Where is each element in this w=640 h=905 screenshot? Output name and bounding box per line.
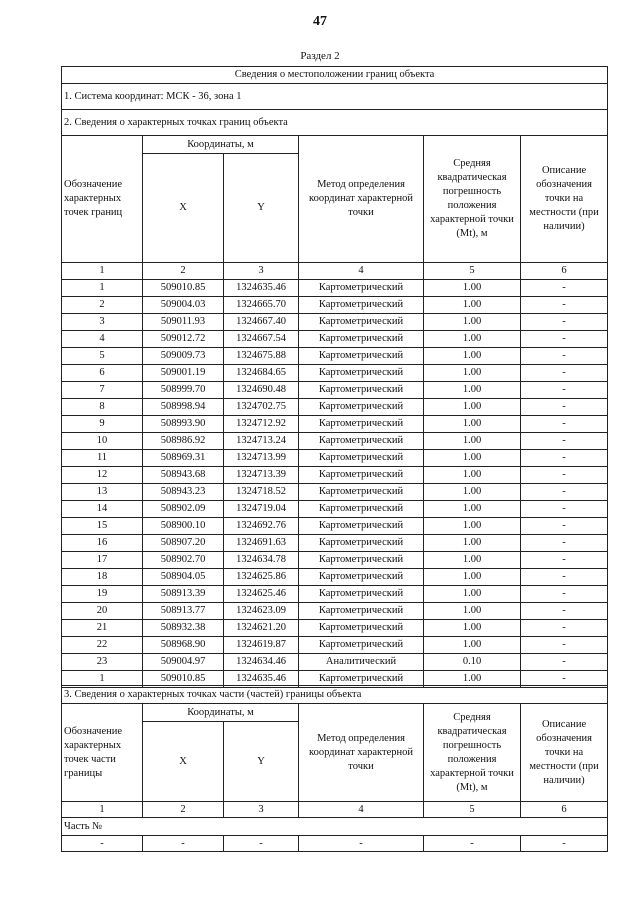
header-coordinates: Координаты, м xyxy=(143,704,299,722)
table-row xyxy=(62,365,608,382)
table-row xyxy=(62,450,608,467)
header-error: Средняя квадратическая погрешность положения характерной точки (Mt), м xyxy=(424,136,521,263)
cell-x: 508943.68 xyxy=(143,467,224,484)
cell-x: 508913.39 xyxy=(143,586,224,603)
cell-method: Картометрический xyxy=(299,314,424,331)
cell-point: 8 xyxy=(62,399,143,416)
column-number: 5 xyxy=(424,263,521,280)
column-number: 2 xyxy=(143,263,224,280)
cell-description: - xyxy=(521,535,608,552)
column-number: 3 xyxy=(224,263,299,280)
cell-description: - xyxy=(521,280,608,297)
cell-method: Аналитический xyxy=(299,654,424,671)
coordinate-system: 1. Система координат: МСК - 36, зона 1 xyxy=(62,84,608,110)
cell-x: 509012.72 xyxy=(143,331,224,348)
table-row xyxy=(62,501,608,518)
cell-point: 15 xyxy=(62,518,143,535)
cell-x: 509009.73 xyxy=(143,348,224,365)
page-number: 47 xyxy=(313,14,327,29)
cell-method: Картометрический xyxy=(299,637,424,654)
cell-error: 1.00 xyxy=(424,535,521,552)
table-row xyxy=(62,382,608,399)
cell-method: Картометрический xyxy=(299,297,424,314)
cell-point: 17 xyxy=(62,552,143,569)
cell-y: 1324635.46 xyxy=(224,280,299,297)
cell-x: 509004.03 xyxy=(143,297,224,314)
header-y: Y xyxy=(224,154,299,263)
part2-title: 2. Сведения о характерных точках границ объекта xyxy=(62,110,608,136)
table-row xyxy=(62,535,608,552)
cell-method: Картометрический xyxy=(299,348,424,365)
table-row xyxy=(62,552,608,569)
cell-description: - xyxy=(521,331,608,348)
cell-y: 1324625.86 xyxy=(224,569,299,586)
header-description: Описание обозначения точки на местности (при наличии) xyxy=(521,136,608,263)
cell-description: - xyxy=(521,399,608,416)
column-number: 3 xyxy=(224,802,299,818)
cell-point: 18 xyxy=(62,569,143,586)
cell-description: - xyxy=(521,671,608,688)
header-description: Описание обозначения точки на местности (при наличии) xyxy=(521,704,608,802)
column-number: 1 xyxy=(62,802,143,818)
cell-x: 509001.19 xyxy=(143,365,224,382)
cell-point: 4 xyxy=(62,331,143,348)
cell-x: 508904.05 xyxy=(143,569,224,586)
cell-y: 1324623.09 xyxy=(224,603,299,620)
cell-x: 509004.97 xyxy=(143,654,224,671)
part-label: Часть № xyxy=(62,818,608,836)
cell-error: 1.00 xyxy=(424,331,521,348)
table-row xyxy=(62,314,608,331)
column-number: 5 xyxy=(424,802,521,818)
cell-y: 1324667.54 xyxy=(224,331,299,348)
cell-method: Картометрический xyxy=(299,399,424,416)
table-row xyxy=(62,484,608,501)
column-number: 6 xyxy=(521,802,608,818)
table-row xyxy=(62,569,608,586)
cell-y: 1324635.46 xyxy=(224,671,299,688)
cell-description: - xyxy=(521,569,608,586)
cell-point: 1 xyxy=(62,671,143,688)
table-title: Сведения о местоположении границ объекта xyxy=(62,67,608,84)
cell-method: Картометрический xyxy=(299,467,424,484)
table-row xyxy=(62,467,608,484)
cell-error: 1.00 xyxy=(424,280,521,297)
cell-description: - xyxy=(521,620,608,637)
cell-y: 1324712.92 xyxy=(224,416,299,433)
cell-method: Картометрический xyxy=(299,569,424,586)
cell-x: 509010.85 xyxy=(143,671,224,688)
cell-y: 1324692.76 xyxy=(224,518,299,535)
cell-y: 1324684.65 xyxy=(224,365,299,382)
cell-error: 1.00 xyxy=(424,552,521,569)
table-row xyxy=(62,603,608,620)
cell-y: 1324702.75 xyxy=(224,399,299,416)
cell-y: 1324621.20 xyxy=(224,620,299,637)
cell-y: 1324719.04 xyxy=(224,501,299,518)
header-x: X xyxy=(143,154,224,263)
cell-method: Картометрический xyxy=(299,518,424,535)
cell-error: 1.00 xyxy=(424,637,521,654)
cell-description: - xyxy=(521,484,608,501)
column-number: 4 xyxy=(299,802,424,818)
cell-method: Картометрический xyxy=(299,450,424,467)
table-row xyxy=(62,331,608,348)
cell-method: Картометрический xyxy=(299,620,424,637)
cell-description: - xyxy=(521,297,608,314)
cell-y: 1324619.87 xyxy=(224,637,299,654)
cell-error: 1.00 xyxy=(424,297,521,314)
header-method: Метод определения координат характерной точки xyxy=(299,704,424,802)
cell-error: 1.00 xyxy=(424,586,521,603)
cell-y: 1324625.46 xyxy=(224,586,299,603)
table-row xyxy=(62,586,608,603)
table-row xyxy=(62,280,608,297)
cell-point: 22 xyxy=(62,637,143,654)
cell-description: - xyxy=(521,654,608,671)
header-designation-part: Обозначение характерных точек части границы xyxy=(62,704,143,802)
cell-description: - xyxy=(521,348,608,365)
cell-x: 509011.93 xyxy=(143,314,224,331)
table-row xyxy=(62,348,608,365)
cell-error: 1.00 xyxy=(424,433,521,450)
cell-x: 508986.92 xyxy=(143,433,224,450)
cell-y: 1324634.78 xyxy=(224,552,299,569)
cell-error: 1.00 xyxy=(424,569,521,586)
cell-description: - xyxy=(521,552,608,569)
cell-y: 1324634.46 xyxy=(224,654,299,671)
cell-description: - xyxy=(521,433,608,450)
cell-method: Картометрический xyxy=(299,552,424,569)
table-row xyxy=(62,620,608,637)
cell-x: 508913.77 xyxy=(143,603,224,620)
cell-point: 21 xyxy=(62,620,143,637)
empty-cell: - xyxy=(424,836,521,852)
cell-method: Картометрический xyxy=(299,365,424,382)
cell-method: Картометрический xyxy=(299,671,424,688)
cell-error: 1.00 xyxy=(424,450,521,467)
cell-x: 508993.90 xyxy=(143,416,224,433)
cell-error: 1.00 xyxy=(424,382,521,399)
cell-error: 1.00 xyxy=(424,603,521,620)
cell-method: Картометрический xyxy=(299,586,424,603)
cell-point: 14 xyxy=(62,501,143,518)
header-x: X xyxy=(143,722,224,802)
column-number: 6 xyxy=(521,263,608,280)
table-row xyxy=(62,518,608,535)
table-row xyxy=(62,399,608,416)
cell-point: 1 xyxy=(62,280,143,297)
empty-cell: - xyxy=(224,836,299,852)
cell-x: 508900.10 xyxy=(143,518,224,535)
cell-y: 1324691.63 xyxy=(224,535,299,552)
cell-error: 1.00 xyxy=(424,314,521,331)
cell-error: 1.00 xyxy=(424,484,521,501)
cell-point: 12 xyxy=(62,467,143,484)
cell-error: 1.00 xyxy=(424,518,521,535)
cell-y: 1324665.70 xyxy=(224,297,299,314)
cell-x: 508943.23 xyxy=(143,484,224,501)
table-row xyxy=(62,433,608,450)
cell-point: 3 xyxy=(62,314,143,331)
cell-description: - xyxy=(521,450,608,467)
cell-point: 11 xyxy=(62,450,143,467)
cell-point: 23 xyxy=(62,654,143,671)
cell-method: Картометрический xyxy=(299,603,424,620)
empty-cell: - xyxy=(143,836,224,852)
cell-x: 509010.85 xyxy=(143,280,224,297)
cell-description: - xyxy=(521,365,608,382)
column-number: 1 xyxy=(62,263,143,280)
cell-error: 1.00 xyxy=(424,365,521,382)
part3-title: 3. Сведения о характерных точках части (частей) границы объекта xyxy=(62,686,608,704)
cell-method: Картометрический xyxy=(299,535,424,552)
cell-method: Картометрический xyxy=(299,382,424,399)
cell-error: 1.00 xyxy=(424,620,521,637)
cell-method: Картометрический xyxy=(299,433,424,450)
cell-x: 508907.20 xyxy=(143,535,224,552)
cell-description: - xyxy=(521,501,608,518)
cell-point: 2 xyxy=(62,297,143,314)
empty-cell: - xyxy=(299,836,424,852)
cell-description: - xyxy=(521,467,608,484)
cell-error: 1.00 xyxy=(424,467,521,484)
cell-description: - xyxy=(521,603,608,620)
cell-point: 19 xyxy=(62,586,143,603)
cell-method: Картометрический xyxy=(299,280,424,297)
cell-x: 508998.94 xyxy=(143,399,224,416)
cell-description: - xyxy=(521,314,608,331)
cell-y: 1324667.40 xyxy=(224,314,299,331)
empty-cell: - xyxy=(521,836,608,852)
table-row xyxy=(62,416,608,433)
cell-point: 10 xyxy=(62,433,143,450)
cell-method: Картометрический xyxy=(299,501,424,518)
cell-description: - xyxy=(521,416,608,433)
cell-description: - xyxy=(521,518,608,535)
section-label: Раздел 2 xyxy=(300,50,340,62)
boundary-points-table xyxy=(61,66,608,688)
table-row xyxy=(62,637,608,654)
cell-method: Картометрический xyxy=(299,484,424,501)
cell-method: Картометрический xyxy=(299,416,424,433)
cell-x: 508902.09 xyxy=(143,501,224,518)
header-method: Метод определения координат характерной точки xyxy=(299,136,424,263)
header-coordinates: Координаты, м xyxy=(143,136,299,154)
column-number: 2 xyxy=(143,802,224,818)
cell-y: 1324713.99 xyxy=(224,450,299,467)
cell-x: 508999.70 xyxy=(143,382,224,399)
header-error: Средняя квадратическая погрешность положения характерной точки (Mt), м xyxy=(424,704,521,802)
cell-error: 0.10 xyxy=(424,654,521,671)
cell-description: - xyxy=(521,382,608,399)
cell-point: 7 xyxy=(62,382,143,399)
cell-y: 1324675.88 xyxy=(224,348,299,365)
cell-point: 6 xyxy=(62,365,143,382)
cell-error: 1.00 xyxy=(424,671,521,688)
cell-description: - xyxy=(521,586,608,603)
cell-x: 508968.90 xyxy=(143,637,224,654)
empty-cell: - xyxy=(62,836,143,852)
cell-point: 20 xyxy=(62,603,143,620)
cell-x: 508902.70 xyxy=(143,552,224,569)
part-points-table xyxy=(61,685,608,852)
cell-error: 1.00 xyxy=(424,348,521,365)
cell-method: Картометрический xyxy=(299,331,424,348)
cell-error: 1.00 xyxy=(424,416,521,433)
table-row xyxy=(62,654,608,671)
cell-x: 508969.31 xyxy=(143,450,224,467)
cell-point: 13 xyxy=(62,484,143,501)
cell-error: 1.00 xyxy=(424,399,521,416)
cell-point: 16 xyxy=(62,535,143,552)
cell-point: 9 xyxy=(62,416,143,433)
table-row xyxy=(62,297,608,314)
cell-y: 1324690.48 xyxy=(224,382,299,399)
cell-point: 5 xyxy=(62,348,143,365)
cell-x: 508932.38 xyxy=(143,620,224,637)
column-number: 4 xyxy=(299,263,424,280)
cell-y: 1324713.39 xyxy=(224,467,299,484)
header-y: Y xyxy=(224,722,299,802)
header-designation: Обозначение характерных точек границ xyxy=(62,136,143,263)
cell-y: 1324718.52 xyxy=(224,484,299,501)
cell-description: - xyxy=(521,637,608,654)
cell-y: 1324713.24 xyxy=(224,433,299,450)
cell-error: 1.00 xyxy=(424,501,521,518)
